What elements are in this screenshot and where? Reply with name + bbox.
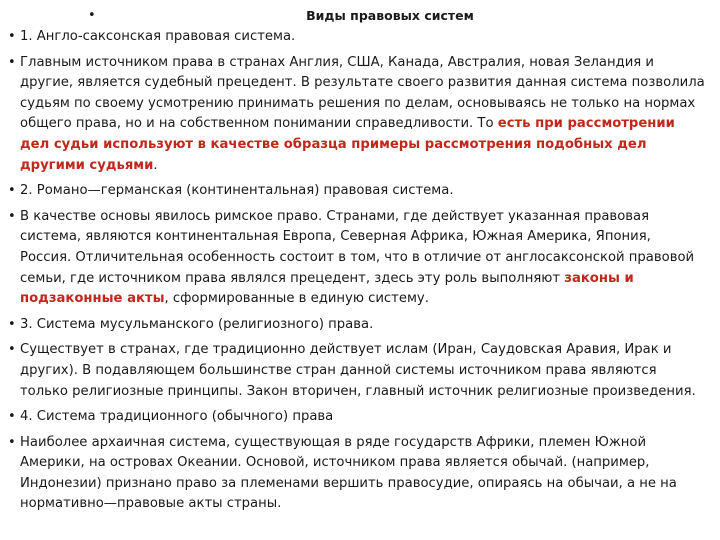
title-bullet: • — [88, 8, 96, 23]
item-text: Существует в странах, где традиционно действует ислам (Иран, Саудовская Аравия, Ирак и других). В подавляющем большинстве стран данной системы источником права являются только религиозные принципы. Закон вторичен, главный источник религиозные произведения. — [20, 342, 696, 399]
bullet-dot: • — [8, 316, 16, 332]
item-text: 4. Система традиционного (обычного) права — [20, 409, 334, 425]
list-item-2 — [8, 53, 706, 177]
bullet-dot: • — [8, 342, 16, 358]
list-item-1 — [8, 27, 706, 48]
item-text: Главным источником права в странах Англия, США, Канада, Австралия, новая Зеландия и другие, является судебный прецедент. В результате своего развития данная система позволила судьям по своему усмотрению принимать решения по делам, основываясь не только на нормах общего права, но и на собственном понимании справедливости. То — [20, 54, 705, 132]
list-item-4 — [8, 207, 706, 310]
bullet-dot: • — [8, 409, 16, 425]
list-item-5 — [8, 315, 706, 336]
item-text-tail: . — [153, 157, 158, 173]
list-item-3 — [8, 181, 706, 202]
bullet-dot: • — [8, 208, 16, 224]
item-text-tail: , сформированные в единую систему. — [164, 291, 429, 307]
title-row — [8, 5, 706, 27]
bullet-dot: • — [8, 183, 16, 199]
item-text: Наиболее архаичная система, существующая в ряде государств Африки, племен Южной Америки, на островах Океании. Основой, источником права является обычай. (например, Индонезии) признано право за племенами вершить правосудие, опираясь на обычаи, а не на нормативно—правовые акты страны. — [20, 434, 677, 512]
bullet-dot: • — [8, 54, 16, 70]
item-text: 2. Романо—германская (континентальная) правовая система. — [20, 183, 454, 199]
bullet-dot: • — [8, 29, 16, 44]
highlighted-text: есть при рассмотрении дел судьи используют в качестве образца примеры рассмотрения подобных дел другими судьями — [20, 116, 675, 173]
list-item-7 — [8, 407, 706, 428]
bullet-dot: • — [8, 434, 16, 450]
list-item-8 — [8, 433, 706, 515]
highlighted-text: законы и подзаконные акты — [20, 270, 634, 307]
item-text: 1. Англо-саксонская правовая система. — [20, 29, 296, 44]
item-text: В качестве основы явилось римское право. Странами, где действует указанная правовая система, являются континентальная Европа, Северная Африка, Южная Америка, Япония, Россия. Отличительная особенность состоит в том, что в отличие от англосаксонской правовой семьи, где источником права являлся прецедент, здесь эту роль выполняют — [20, 208, 695, 286]
item-text: 3. Система мусульманского (религиозного) права. — [20, 316, 374, 332]
bullet-list — [8, 27, 706, 515]
list-item-6 — [8, 340, 706, 402]
slide-title: Виды правовых систем — [306, 8, 474, 23]
